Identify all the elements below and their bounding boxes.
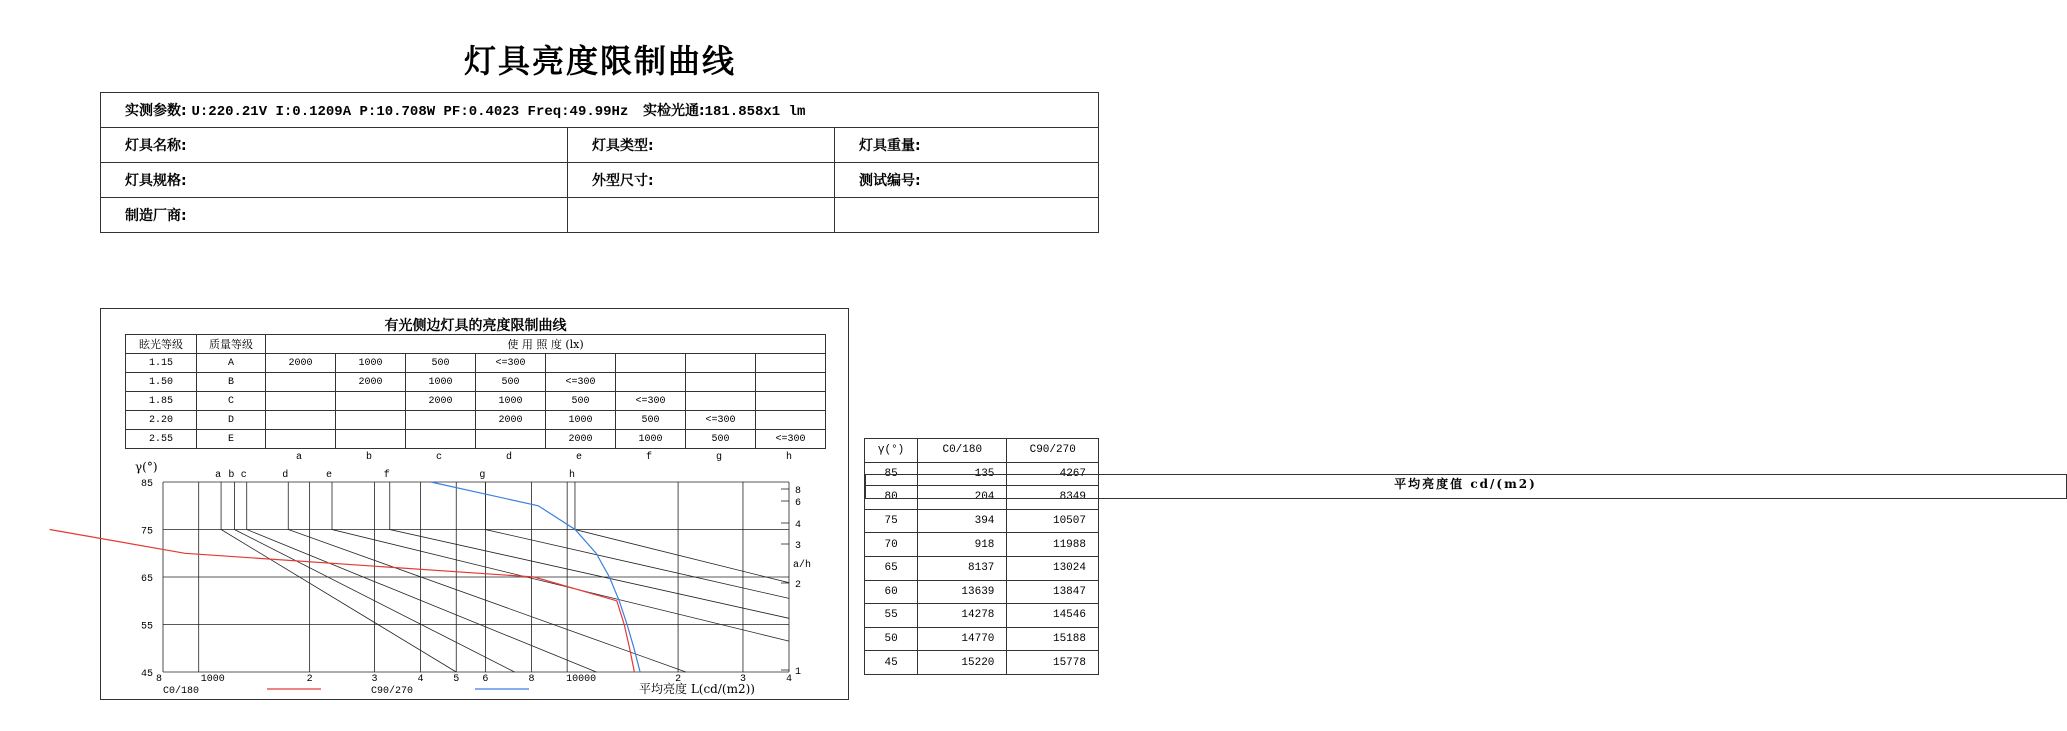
- avg-c90-value: 13847: [1007, 580, 1099, 604]
- avg-table-title: 平均亮度值 cd/(m2): [865, 474, 2067, 499]
- avg-angle: 70: [865, 533, 918, 557]
- curve-letter-label: b: [228, 470, 235, 481]
- glare-grade: 2.55: [126, 430, 197, 449]
- avg-c0-value: 8137: [918, 556, 1007, 580]
- avg-c0-value: 14278: [918, 604, 1007, 628]
- limit-curve-g: [485, 482, 789, 598]
- glare-illuminance-cell: <=300: [546, 373, 616, 392]
- legend-label-c90: C90/270: [371, 686, 414, 697]
- avg-c0-value: 918: [918, 533, 1007, 557]
- page-title: 灯具亮度限制曲线: [463, 42, 736, 80]
- avg-c90-value: 11988: [1007, 533, 1099, 557]
- curve-letter-label: h: [568, 470, 575, 481]
- glare-illuminance-cell: 1000: [476, 392, 546, 411]
- avg-c0-value: 204: [918, 486, 1007, 510]
- avg-angle: 80: [865, 486, 918, 510]
- glare-grade: 1.50: [126, 373, 197, 392]
- glare-header-grade: 眩光等级: [126, 335, 197, 354]
- name-label: 灯具名称:: [101, 128, 568, 163]
- x-tick-label: 2: [306, 674, 313, 685]
- x-tick-label: 5: [453, 674, 460, 685]
- glare-illuminance-cell: 1000: [616, 430, 686, 449]
- glare-illuminance-cell: 500: [616, 411, 686, 430]
- series-line-C0-180: [50, 530, 635, 673]
- ah-tick-label: 4: [795, 520, 802, 531]
- glare-grade: 1.15: [126, 354, 197, 373]
- y-tick-label: 45: [141, 669, 154, 680]
- spec-label: 灯具规格:: [101, 163, 568, 198]
- glare-illuminance-cell: 1000: [336, 354, 406, 373]
- glare-illuminance-cell: <=300: [476, 354, 546, 373]
- x-tick-label: 3: [371, 674, 378, 685]
- x-tick-label: 3: [739, 674, 746, 685]
- curve-letter-label: c: [240, 470, 247, 481]
- ah-tick-label: 8: [795, 486, 802, 497]
- empty-cell: [568, 198, 835, 233]
- chart-title: 有光侧边灯具的亮度限制曲线: [384, 318, 567, 334]
- measured-row: [101, 93, 1099, 128]
- y-tick-label: 85: [141, 479, 154, 490]
- curve-letter-label: a: [215, 470, 222, 481]
- avg-row: [865, 533, 1099, 557]
- glare-column-letter: d: [505, 452, 513, 463]
- avg-angle: 60: [865, 580, 918, 604]
- glare-column-letter: h: [785, 452, 793, 463]
- glare-illuminance-cell: 2000: [546, 430, 616, 449]
- avg-header-c90: C90/270: [1007, 439, 1099, 463]
- avg-row: [865, 509, 1099, 533]
- glare-column-letter: g: [715, 452, 723, 463]
- ah-tick-label: 1: [795, 667, 802, 678]
- measured-value: U:220.21V I:0.1209A P:10.708W PF:0.4023 Freq:49.99Hz: [191, 104, 629, 120]
- curve-letter-label: d: [282, 470, 289, 481]
- avg-angle: 75: [865, 509, 918, 533]
- avg-c0-value: 394: [918, 509, 1007, 533]
- limit-curve-h: [575, 482, 789, 583]
- glare-header-quality: 质量等级: [197, 335, 266, 354]
- curve-letter-label: g: [479, 470, 486, 481]
- glare-illuminance-cell: 500: [686, 430, 756, 449]
- avg-angle: 85: [865, 462, 918, 486]
- x-tick-label: 6: [482, 674, 489, 685]
- y-tick-label: 55: [141, 621, 154, 633]
- avg-c90-value: 13024: [1007, 556, 1099, 580]
- empty-cell: [835, 198, 1099, 233]
- glare-illuminance-cell: <=300: [686, 411, 756, 430]
- y-axis-label: γ(°): [135, 460, 158, 474]
- glare-quality: C: [197, 392, 266, 411]
- avg-c0-value: 15220: [918, 651, 1007, 675]
- x-tick-label: 8: [528, 674, 535, 685]
- avg-row: [865, 627, 1099, 651]
- x-tick-label: 2: [675, 674, 682, 685]
- glare-grade: 1.85: [126, 392, 197, 411]
- glare-illuminance-cell: <=300: [616, 392, 686, 411]
- avg-row: [865, 556, 1099, 580]
- ah-axis-label: a/h: [793, 560, 812, 571]
- x-tick-label: 10000: [566, 674, 597, 685]
- glare-column-letter: c: [435, 452, 443, 463]
- avg-c0-value: 13639: [918, 580, 1007, 604]
- avg-header-angle: γ(°): [865, 439, 918, 463]
- avg-angle: 45: [865, 651, 918, 675]
- glare-illuminance-cell: 500: [476, 373, 546, 392]
- glare-column-letter: b: [365, 452, 373, 463]
- maker-label: 制造厂商:: [101, 198, 568, 233]
- x-tick-label: 1000: [200, 674, 225, 685]
- avg-row: [865, 580, 1099, 604]
- glare-quality: E: [197, 430, 266, 449]
- glare-grade: 2.20: [126, 411, 197, 430]
- testno-label: 测试编号:: [835, 163, 1099, 198]
- avg-c90-value: 15188: [1007, 627, 1099, 651]
- ah-tick-label: 2: [795, 580, 802, 591]
- limit-curve-f: [390, 482, 789, 618]
- glare-illuminance-cell: 2000: [476, 411, 546, 430]
- glare-illuminance-cell: 500: [546, 392, 616, 411]
- avg-c90-value: 10507: [1007, 509, 1099, 533]
- glare-quality: D: [197, 411, 266, 430]
- avg-angle: 50: [865, 627, 918, 651]
- glare-quality: B: [197, 373, 266, 392]
- glare-illuminance-cell: 2000: [336, 373, 406, 392]
- x-tick-label: 8: [155, 674, 163, 685]
- glare-quality: A: [197, 354, 266, 373]
- luminance-curve-plot: [101, 309, 848, 699]
- avg-angle: 55: [865, 604, 918, 628]
- glare-column-letter: e: [575, 452, 583, 463]
- glare-header-illuminance: 使 用 照 度 (lx): [266, 335, 826, 354]
- ah-tick-label: 6: [795, 498, 802, 509]
- avg-row: [865, 651, 1099, 675]
- y-tick-label: 65: [141, 574, 154, 585]
- glare-illuminance-cell: <=300: [756, 430, 826, 449]
- measured-label: 实测参数:: [125, 103, 187, 119]
- avg-c90-value: 8349: [1007, 486, 1099, 510]
- avg-row: [865, 604, 1099, 628]
- type-label: 灯具类型:: [568, 128, 835, 163]
- avg-c90-value: 4267: [1007, 462, 1099, 486]
- flux-label: 实检光通:: [642, 103, 705, 119]
- avg-c0-value: 14770: [918, 627, 1007, 651]
- ah-tick-label: 3: [795, 541, 802, 552]
- luminance-chart-panel: [100, 308, 849, 700]
- average-luminance-table: [864, 438, 1537, 675]
- weight-label: 灯具重量:: [835, 128, 1099, 163]
- info-table: [100, 92, 1099, 233]
- flux-value: 181.858x1 lm: [704, 104, 806, 120]
- glare-column-letter: a: [295, 452, 303, 463]
- x-tick-label: 4: [417, 674, 424, 685]
- glare-column-letter: f: [645, 452, 653, 463]
- curve-letter-label: f: [383, 470, 390, 481]
- glare-illuminance-cell: 2000: [266, 354, 336, 373]
- glare-illuminance-cell: 1000: [546, 411, 616, 430]
- x-tick-label: 4: [785, 674, 793, 685]
- curve-letter-label: e: [325, 470, 332, 481]
- avg-angle: 65: [865, 556, 918, 580]
- glare-illuminance-cell: 500: [406, 354, 476, 373]
- legend-label-c0: C0/180: [163, 686, 200, 697]
- glare-illuminance-cell: 2000: [406, 392, 476, 411]
- x-axis-label: 平均亮度 L(cd/(m2)): [639, 682, 755, 696]
- limit-curve-e: [332, 482, 789, 641]
- avg-c0-value: 135: [918, 462, 1007, 486]
- avg-c90-value: 15778: [1007, 651, 1099, 675]
- avg-c90-value: 14546: [1007, 604, 1099, 628]
- glare-illuminance-cell: 1000: [406, 373, 476, 392]
- size-label: 外型尺寸:: [568, 163, 835, 198]
- avg-header-c0: C0/180: [918, 439, 1007, 463]
- y-tick-label: 75: [141, 526, 154, 538]
